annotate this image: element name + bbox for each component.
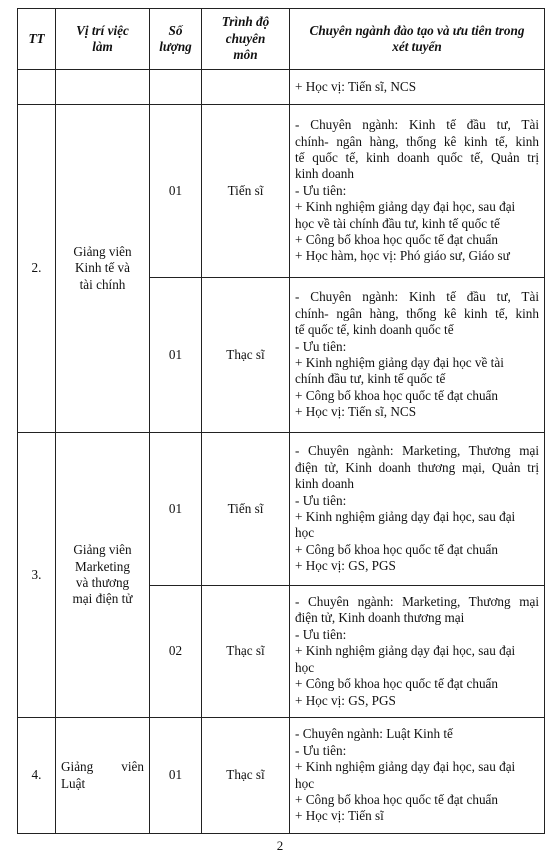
level-cell — [202, 70, 290, 105]
header-tt: TT — [18, 9, 56, 70]
table-row — [18, 105, 545, 278]
header-position: Vị trí việc làm — [56, 9, 150, 70]
table-row — [18, 70, 545, 105]
row-number: 2. — [18, 105, 56, 433]
quantity-cell: 01 — [150, 278, 202, 433]
quantity-cell: 01 — [150, 433, 202, 586]
recruitment-table — [17, 8, 545, 834]
requirements-cell: + Học vị: Tiến sĩ, NCS — [290, 70, 545, 105]
row-number: 4. — [18, 718, 56, 834]
row-number — [18, 70, 56, 105]
quantity-cell: 01 — [150, 105, 202, 278]
quantity-cell: 02 — [150, 586, 202, 718]
requirements-cell: - Chuyên ngành: Kinh tế đầu tư, Tài chính- ngân hàng, thống kê kinh tế, kinh tế quốc tế, kinh doanh quốc tế, Quản trị kinh doanh - Ưu tiên: + Kinh nghiệm giảng dạy đại học, sau đại học về tài chính đầu tư, kinh tế quốc tế + Công bố khoa học quốc tế đạt chuẩn + Học hàm, học vị: Phó giáo sư, Giáo sư — [290, 105, 545, 278]
table-row — [18, 433, 545, 586]
level-cell: Thạc sĩ — [202, 718, 290, 834]
position-cell: Giảng viên Kinh tế và tài chính — [56, 105, 150, 433]
requirements-cell: - Chuyên ngành: Kinh tế đầu tư, Tài chính- ngân hàng, thống kê kinh tế, kinh tế quốc tế, kinh doanh quốc tế - Ưu tiên: + Kinh nghiệm giảng dạy đại học về tài chính đầu tư, kinh tế quốc tế + Công bố khoa học quốc tế đạt chuẩn + Học vị: Tiến sĩ, NCS — [290, 278, 545, 433]
header-quantity: Số lượng — [150, 9, 202, 70]
position-cell: Giảng viên Marketing và thương mại điện tử — [56, 433, 150, 718]
level-cell: Tiến sĩ — [202, 105, 290, 278]
position-cell — [56, 70, 150, 105]
page-number: 2 — [276, 838, 284, 853]
table-header-row — [18, 9, 545, 70]
requirements-cell: - Chuyên ngành: Luật Kinh tế - Ưu tiên: + Kinh nghiệm giảng dạy đại học, sau đại học + Công bố khoa học quốc tế đạt chuẩn + Học vị: Tiến sĩ — [290, 718, 545, 834]
header-level: Trình độ chuyên môn — [202, 9, 290, 70]
quantity-cell: 01 — [150, 718, 202, 834]
level-cell: Thạc sĩ — [202, 278, 290, 433]
header-requirements: Chuyên ngành đào tạo và ưu tiên trong xét tuyển — [290, 9, 545, 70]
quantity-cell — [150, 70, 202, 105]
level-cell: Tiến sĩ — [202, 433, 290, 586]
requirements-cell: - Chuyên ngành: Marketing, Thương mại điện tử, Kinh doanh thương mại, Quản trị kinh doanh - Ưu tiên: + Kinh nghiệm giảng dạy đại học, sau đại học + Công bố khoa học quốc tế đạt chuẩn + Học vị: GS, PGS — [290, 433, 545, 586]
level-cell: Thạc sĩ — [202, 586, 290, 718]
table-row — [18, 718, 545, 834]
row-number: 3. — [18, 433, 56, 718]
position-cell: Giảng viên Luật — [56, 718, 150, 834]
requirements-cell: - Chuyên ngành: Marketing, Thương mại điện tử, Kinh doanh thương mại - Ưu tiên: + Kinh nghiệm giảng dạy đại học, sau đại học + Công bố khoa học quốc tế đạt chuẩn + Học vị: GS, PGS — [290, 586, 545, 718]
